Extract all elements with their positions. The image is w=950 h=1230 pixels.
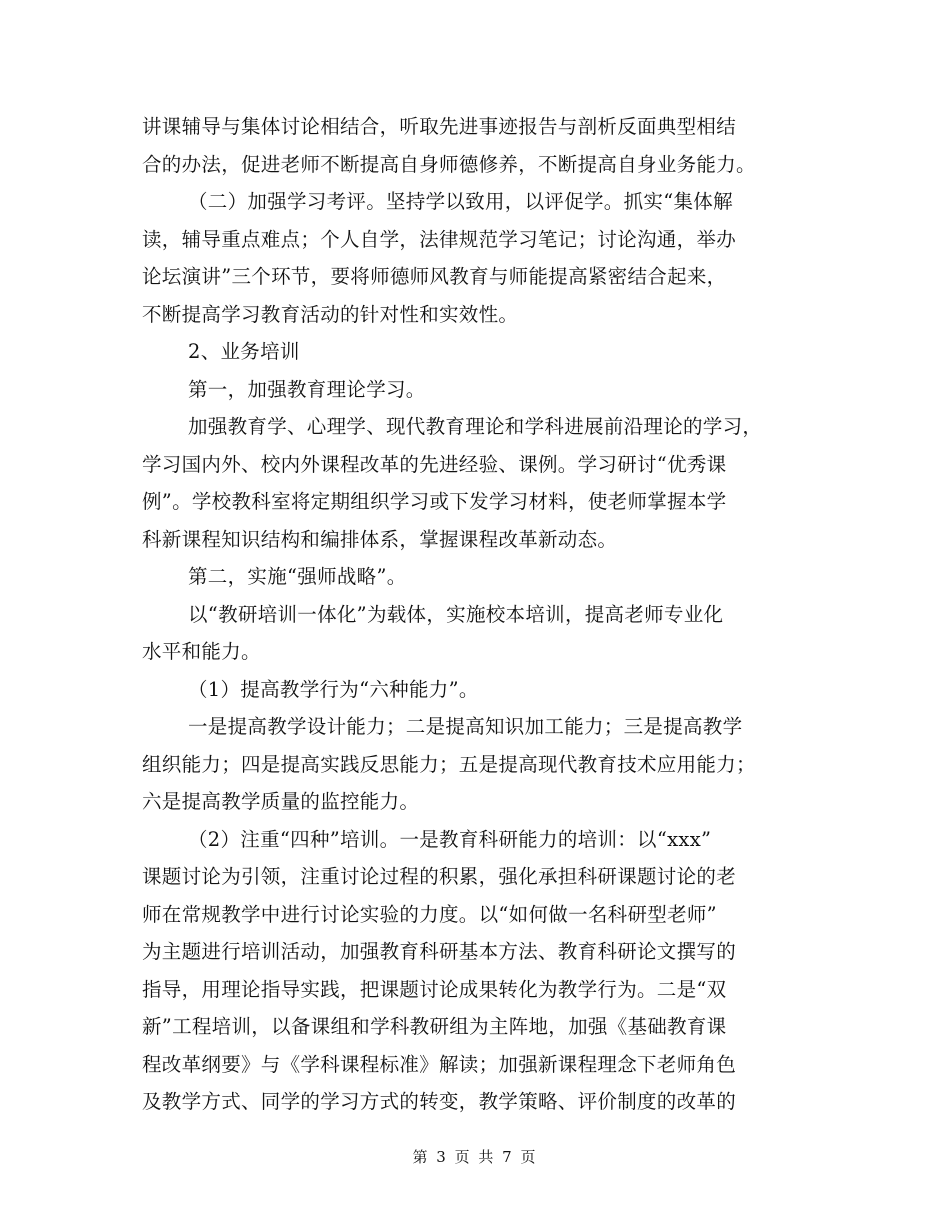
text-line: 组织能力；四是提高实践反思能力；五是提高现代教育技术应用能力； [142, 752, 756, 776]
text-line: 第一，加强教育理论学习。 [188, 377, 426, 401]
text-line: 水平和能力。 [142, 640, 261, 663]
text-line: 新”工程培训，以备课组和学科教研组为主阵地，加强《基础教育课 [142, 1015, 727, 1038]
text-line: 一是提高教学设计能力；二是提高知识加工能力；三是提高教学 [188, 715, 743, 738]
page-number-footer: 第 3 页 共 7 页 [412, 1148, 538, 1166]
text-line: 程改革纲要》与《学科课程标准》解读；加强新课程理念下老师角色 [142, 1052, 737, 1076]
text-line: 学习国内外、校内外课程改革的先进经验、课例。学习研讨“优秀课 [142, 452, 727, 476]
text-line: 及教学方式、同学的学习方式的转变，教学策略、评价制度的改革的 [142, 1090, 737, 1113]
text-line: 为主题进行培训活动，加强教育科研基本方法、教育科研论文撰写的 [142, 940, 737, 963]
text-line: 读，辅导重点难点；个人自学，法律规范学习笔记；讨论沟通，举办 [142, 227, 737, 251]
text-line: 以“教研培训一体化”为载体，实施校本培训，提高老师专业化 [188, 602, 724, 626]
text-line: 课题讨论为引领，注重讨论过程的积累，强化承担科研课题讨论的老 [142, 865, 737, 888]
text-line: 例”。学校教科室将定期组织学习或下发学习材料，使老师掌握本学 [142, 490, 727, 513]
section-heading: 2、业务培训 [188, 340, 300, 363]
text-line: 六是提高教学质量的监控能力。 [142, 790, 420, 813]
text-line: 第二，实施“强师战略”。 [188, 565, 407, 588]
text-line: 论坛演讲”三个环节，要将师德师风教育与师能提高紧密结合起来， [142, 265, 727, 288]
text-line: 讲课辅导与集体讨论相结合，听取先进事迹报告与剖析反面典型相结 [142, 115, 737, 138]
text-line: 合的办法，促进老师不断提高自身师德修养，不断提高自身业务能力。 [142, 152, 756, 176]
text-line: （1）提高教学行为“六种能力”。 [188, 677, 479, 701]
text-line: 师在常规教学中进行讨论实验的力度。以“如何做一名科研型老师” [142, 902, 717, 926]
text-line: 科新课程知识结构和编排体系，掌握课程改革新动态。 [142, 527, 618, 551]
text-line: （2）注重“四种”培训。一是教育科研能力的培训：以“xxx” [188, 827, 712, 851]
text-line: 加强教育学、心理学、现代教育理论和学科进展前沿理论的学习， [188, 415, 763, 438]
body-text [142, 108, 817, 1121]
text-line: 指导，用理论指导实践，把课题讨论成果转化为教学行为。二是“双 [142, 977, 727, 1001]
text-line: （二）加强学习考评。坚持学以致用，以评促学。抓实“集体解 [188, 190, 733, 213]
text-line: 不断提高学习教育活动的针对性和实效性。 [142, 302, 519, 326]
